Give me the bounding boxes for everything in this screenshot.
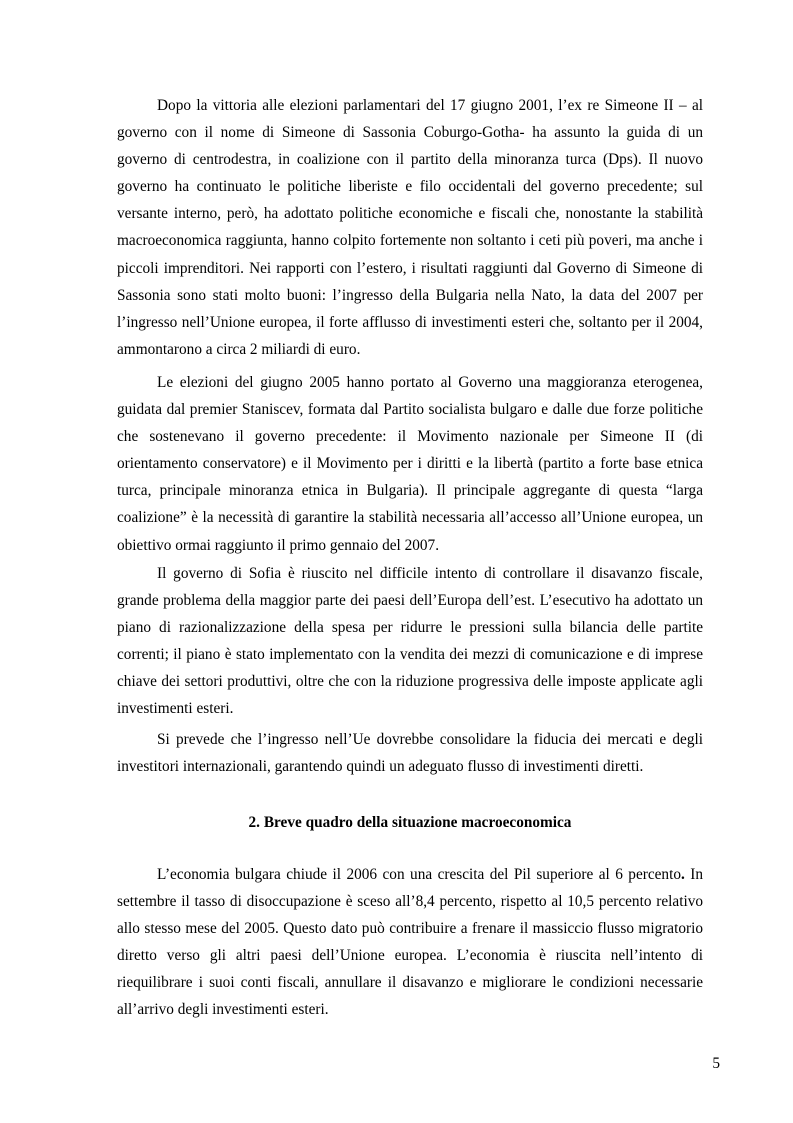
paragraph-lead: L’economia bulgara chiude il 2006 con una crescita del Pil superiore al 6 percento	[157, 866, 681, 883]
paragraph-rest: In settembre il tasso di disoccupazione è sceso all’8,4 percento, rispetto al 10,5 percento relativo allo stesso mese del 2005. Questo dato può contribuire a frenare il massiccio flusso migratorio diretto verso gli altri paesi dell’Unione europea. L’economia è riuscita nell’intento di riequilibrare i suoi conti fiscali, annullare il disavanzo e migliorare le condizioni necessarie all’arrivo degli investimenti esteri.	[117, 866, 703, 1019]
page-number: 5	[712, 1055, 720, 1072]
paragraph-macroeconomic	[117, 861, 703, 1024]
section-heading: 2. Breve quadro della situazione macroeconomica	[248, 814, 572, 831]
paragraph-lead-period: .	[680, 866, 685, 883]
paragraph-eu-entry: Si prevede che l’ingresso nell’Ue dovrebbe consolidare la fiducia dei mercati e degli investitori internazionali, garantendo quindi un adeguato flusso di investimenti diretti.	[117, 731, 703, 776]
paragraph-fiscal-deficit: Il governo di Sofia è riuscito nel difficile intento di controllare il disavanzo fiscale, grande problema della maggior parte dei paesi dell’Europa dell’est. L’esecutivo ha adottato un piano di razionalizzazione della spesa per ridurre le pressioni sulla bilancia delle partite correnti; il piano è stato implementato con la vendita dei mezzi di comunicazione e di imprese chiave dei settori produttivi, oltre che con la riduzione progressiva delle imposte applicate agli investimenti esteri.	[117, 565, 703, 718]
paragraph-2005-elections: Le elezioni del giugno 2005 hanno portato al Governo una maggioranza eterogenea, guidata dal premier Staniscev, formata dal Partito socialista bulgaro e dalle due forze politiche che sostenevano il governo precedente: il Movimento nazionale per Simeone II (di orientamento conservatore) e il Movimento per i diritti e la libertà (partito a forte base etnica turca, principale minoranza etnica in Bulgaria). Il principale aggregante di questa “larga coalizione” è la necessità di garantire la stabilità necessaria all’accesso all’Unione europea, un obiettivo ormai raggiunto il primo gennaio del 2007.	[117, 374, 703, 554]
paragraph-political-history: Dopo la vittoria alle elezioni parlamentari del 17 giugno 2001, l’ex re Simeone II – al governo con il nome di Simeone di Sassonia Coburgo-Gotha- ha assunto la guida di un governo di centrodestra, in coalizione con il partito della minoranza turca (Dps). Il nuovo governo ha continuato le politiche liberiste e filo occidentali del governo precedente; sul versante interno, però, ha adottato politiche economiche e fiscali che, nonostante la stabilità macroeconomica raggiunta, hanno colpito fortemente non soltanto i ceti più poveri, ma anche i piccoli imprenditori. Nei rapporti con l’estero, i risultati raggiunti dal Governo di Simeone di Sassonia sono stati molto buoni: l’ingresso della Bulgaria nella Nato, la data del 2007 per l’ingresso nell’Unione europea, il forte afflusso di investimenti esteri che, soltanto per il 2004, ammontarono a circa 2 miliardi di euro.	[117, 97, 703, 358]
